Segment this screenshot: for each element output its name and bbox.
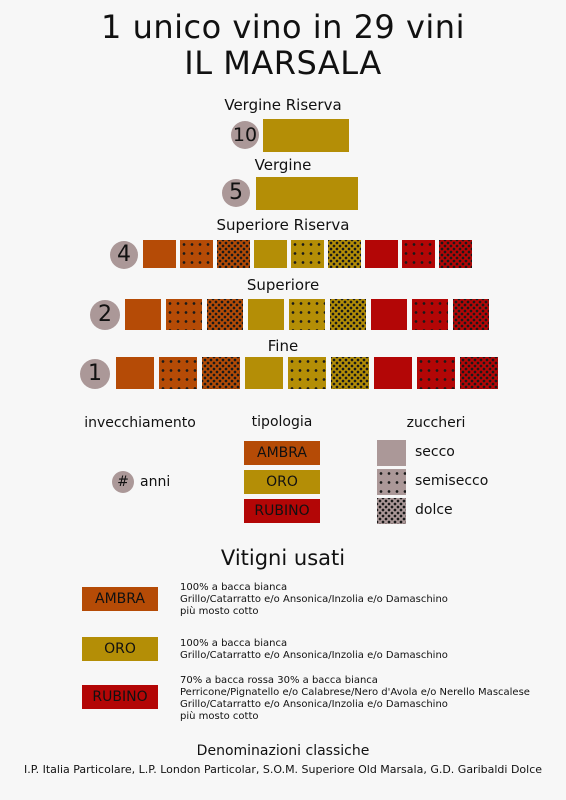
desc-line: più mosto cotto	[180, 606, 259, 617]
rubino-secco-swatch	[374, 357, 412, 389]
oro-semisecco-swatch	[289, 299, 325, 330]
legend-semisecco-label: semisecco	[415, 473, 489, 489]
tier-label-fine: Fine	[267, 337, 299, 355]
legend-ambra: AMBRA	[244, 441, 320, 465]
oro-semisecco-swatch	[288, 357, 326, 389]
ambra-secco-swatch	[125, 299, 161, 330]
page-title: 1 unico vino in 29 vini	[101, 8, 465, 46]
years-badge: 2	[90, 300, 120, 330]
oro-secco-swatch	[248, 299, 284, 330]
ambra-dolce-swatch	[217, 240, 250, 268]
desc-line: 70% a bacca rossa 30% a bacca bianca	[180, 675, 378, 686]
desc-line: Grillo/Catarratto e/o Ansonica/Inzolia e/o Damaschino	[180, 594, 448, 605]
rubino-semisecco-swatch	[412, 299, 448, 330]
vitigni-title: Vitigni usati	[220, 546, 346, 570]
legend-dolce-label: dolce	[415, 502, 453, 518]
ambra-semisecco-swatch	[180, 240, 213, 268]
legend-rubino: RUBINO	[244, 499, 320, 523]
ambra-semisecco-swatch	[166, 299, 202, 330]
legend-aging-heading: invecchiamento	[84, 415, 196, 431]
vitigni-oro-desc	[180, 638, 448, 662]
oro-dolce-swatch	[331, 357, 369, 389]
oro-secco-swatch	[263, 119, 349, 152]
oro-secco-swatch	[254, 240, 287, 268]
rubino-dolce-swatch	[439, 240, 472, 268]
ambra-dolce-swatch	[207, 299, 243, 330]
rubino-secco-swatch	[371, 299, 407, 330]
desc-line: Grillo/Catarratto e/o Ansonica/Inzolia e/o Damaschino	[180, 650, 448, 661]
rubino-semisecco-swatch	[417, 357, 455, 389]
rubino-secco-swatch	[365, 240, 398, 268]
legend-sugar-heading: zuccheri	[406, 415, 466, 431]
oro-semisecco-swatch	[291, 240, 324, 268]
oro-dolce-swatch	[330, 299, 366, 330]
legend-secco-swatch	[377, 440, 406, 466]
tier-label-superiore-riserva: Superiore Riserva	[216, 216, 350, 234]
legend-years-unit: anni	[140, 474, 171, 490]
desc-line: Perricone/Pignatello e/o Calabrese/Nero d'Avola e/o Nerello Mascalese	[180, 687, 530, 698]
legend-semisecco-swatch	[377, 469, 406, 495]
legend-type-heading: tipologia	[251, 414, 313, 430]
years-badge: 5	[222, 179, 250, 207]
vitigni-rubino-badge: RUBINO	[82, 685, 158, 709]
vitigni-ambra-desc	[180, 582, 448, 618]
legend-secco-label: secco	[415, 444, 455, 460]
rubino-semisecco-swatch	[402, 240, 435, 268]
legend-oro: ORO	[244, 470, 320, 494]
ambra-semisecco-swatch	[159, 357, 197, 389]
rubino-dolce-swatch	[460, 357, 498, 389]
vitigni-oro-badge: ORO	[82, 637, 158, 661]
desc-line: 100% a bacca bianca	[180, 582, 288, 593]
oro-secco-swatch	[256, 177, 358, 210]
years-badge: 1	[80, 359, 110, 389]
legend-dolce-swatch	[377, 498, 406, 524]
page-subtitle: IL MARSALA	[184, 44, 382, 82]
denominazioni-text: I.P. Italia Particolare, L.P. London Particolar, S.O.M. Superiore Old Marsala, G.D. Garibaldi Dolce	[23, 763, 543, 776]
legend-years-badge: #	[112, 471, 134, 493]
tier-label-vergine-riserva: Vergine Riserva	[224, 96, 342, 114]
oro-secco-swatch	[245, 357, 283, 389]
desc-line: Grillo/Catarratto e/o Ansonica/Inzolia e/o Damaschino	[180, 699, 448, 710]
ambra-secco-swatch	[116, 357, 154, 389]
denominazioni-title: Denominazioni classiche	[196, 743, 370, 759]
oro-dolce-swatch	[328, 240, 361, 268]
rubino-dolce-swatch	[453, 299, 489, 330]
years-badge: 10	[231, 121, 259, 149]
vitigni-rubino-desc	[180, 675, 530, 723]
vitigni-ambra-badge: AMBRA	[82, 587, 158, 611]
tier-label-vergine: Vergine	[254, 156, 312, 174]
ambra-dolce-swatch	[202, 357, 240, 389]
desc-line: 100% a bacca bianca	[180, 638, 288, 649]
desc-line: più mosto cotto	[180, 711, 259, 722]
tier-label-superiore: Superiore	[246, 276, 320, 294]
years-badge: 4	[110, 241, 138, 269]
ambra-secco-swatch	[143, 240, 176, 268]
